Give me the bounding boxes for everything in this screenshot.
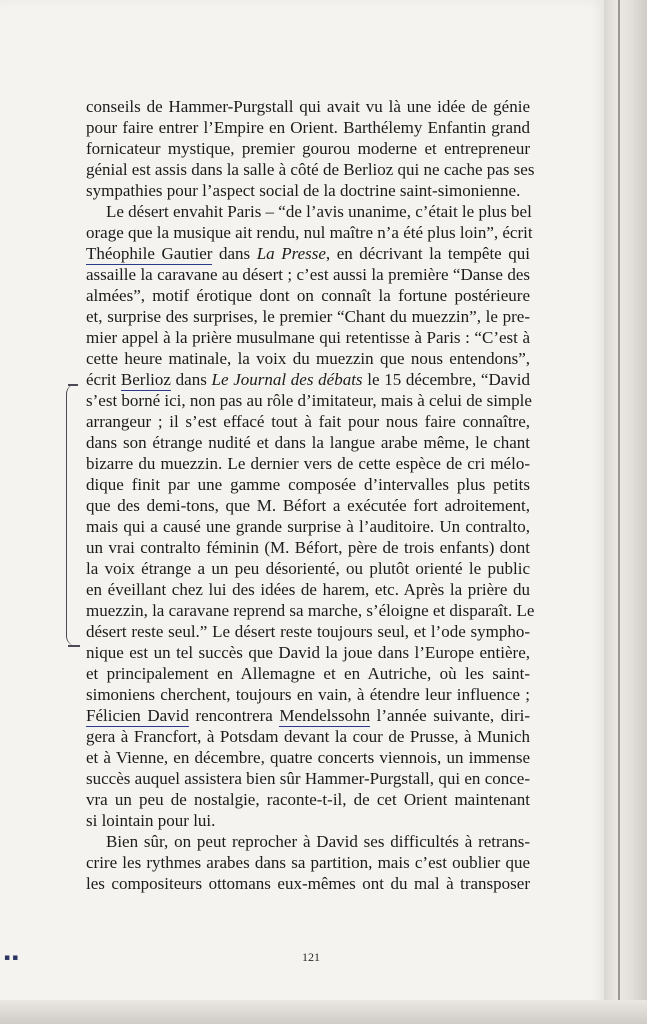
text-line: les compositeurs ottomans eux-mêmes ont du mal à transposer (86, 874, 530, 893)
text-line: en éveillant chez lui des idées de harem, etc. Après la prière du (86, 580, 530, 599)
text-line: si lointain pour lui. (86, 811, 216, 830)
text-line: sympathies pour l’aspect social de la doctrine saint-simonienne. (86, 181, 521, 200)
text-segment: dans (170, 370, 212, 389)
text-line: et, surprise des surprises, le premier “Chant du muezzin”, le pre- (86, 307, 530, 326)
text-line: nique est un tel succès que David la joue dans l’Europe entière, (86, 643, 530, 662)
book-spine-line (618, 0, 620, 1024)
book-spine-edge (604, 0, 647, 1024)
page-number: 121 (302, 950, 320, 964)
text-segment: l’année suivante, diri- (370, 706, 530, 725)
underlined-name: Mendelssohn (279, 706, 371, 725)
text-line: un vrai contralto féminin (M. Béfort, père de trois enfants) dont (86, 538, 530, 557)
text-line: dans son étrange nudité et dans la langue arabe même, le chant (86, 433, 530, 452)
text-line: et à Vienne, en décembre, quatre concerts viennois, un immense (86, 748, 530, 767)
text-segment: écrit (86, 370, 121, 389)
text-line: désert reste seul.” Le désert reste toujours seul, et l’ode sympho- (86, 622, 530, 641)
text-line: génial est assis dans la salle à côté de Berlioz qui ne cache pas ses (86, 160, 535, 179)
text-segment: le 15 décembre, “David (362, 370, 530, 389)
text-line: dique finit par une gamme composée d’intervalles plus petits (86, 475, 530, 494)
text-line: simoniens cherchent, toujours en vain, à étendre leur influence ; (86, 685, 530, 704)
text-line (86, 243, 530, 264)
text-line: orage que la musique ait rendu, nul maître n’a été plus loin”, écrit (86, 223, 533, 242)
bracket-bottom-tick (68, 645, 80, 647)
italic-title: La Presse (256, 244, 326, 263)
text-line: la voix étrange a un peu désorienté, ou plutôt orienté le public (86, 559, 530, 578)
text-line: crire les rythmes arabes dans sa partition, mais c’est oublier que (86, 853, 530, 872)
text-line: mais qui a causé une grande surprise à l’auditoire. Un contralto, (86, 517, 530, 536)
text-line: almées”, motif érotique dont on connaît la fortune postérieure (86, 286, 530, 305)
ink-dots: ▪▪ (4, 953, 21, 963)
underlined-name: Théophile Gautier (86, 244, 213, 263)
body-text (86, 96, 535, 894)
text-line: gera à Francfort, à Potsdam devant la cour de Prusse, à Munich (86, 727, 530, 746)
text-line: mier appel à la prière musulmane qui retentisse à Paris : “C’est à (86, 328, 530, 347)
text-segment: dans (212, 244, 257, 263)
text-line: Le désert envahit Paris – “de l’avis unanime, c’était le plus bel (106, 202, 532, 221)
text-line: bizarre du muezzin. Le dernier vers de cette espèce de cri mélo- (86, 454, 530, 473)
text-segment: rencontrera (188, 706, 280, 725)
text-line: Bien sûr, on peut reprocher à David ses difficultés à retrans- (106, 832, 530, 851)
text-line: conseils de Hammer-Purgstall qui avait vu là une idée de génie (86, 97, 530, 116)
text-line: succès auquel assistera bien sûr Hammer-Purgstall, qui en conce- (86, 769, 530, 788)
underlined-name: Félicien David (86, 706, 189, 725)
text-line: s’est borné ici, non pas au rôle d’imitateur, mais à celui de simple (86, 391, 532, 410)
text-line: vra un peu de nostalgie, raconte-t-il, de cet Orient maintenant (86, 790, 530, 809)
bracket-top-tick (68, 384, 78, 386)
page-bottom-edge (0, 1000, 647, 1024)
text-line: assaille la caravane au désert ; c’est aussi la première “Danse des (86, 265, 530, 284)
text-line: pour faire entrer l’Empire en Orient. Barthélemy Enfantin grand (86, 118, 530, 137)
text-line: que des demi-tons, que M. Béfort a exécutée fort adroitement, (86, 496, 530, 515)
text-line: cette heure matinale, la voix du muezzin que nous entendons”, (86, 349, 530, 368)
text-line: fornicateur mystique, premier gourou moderne et entrepreneur (86, 139, 530, 158)
margin-bracket-annotation (66, 384, 83, 646)
text-line (86, 705, 530, 726)
text-line: et principalement en Allemagne et en Autriche, où les saint- (86, 664, 530, 683)
show-through-handwriting (580, 905, 647, 985)
italic-title: Le Journal des débats (211, 370, 363, 389)
text-segment: , en décrivant la tempête qui (325, 244, 530, 263)
text-line: muezzin, la caravane reprend sa marche, s’éloigne et disparaît. Le (86, 601, 535, 620)
text-line (86, 369, 530, 390)
text-line: arrangeur ; il s’est effacé tout à fait pour nous faire connaître, (86, 412, 530, 431)
underlined-name: Berlioz (120, 370, 171, 389)
